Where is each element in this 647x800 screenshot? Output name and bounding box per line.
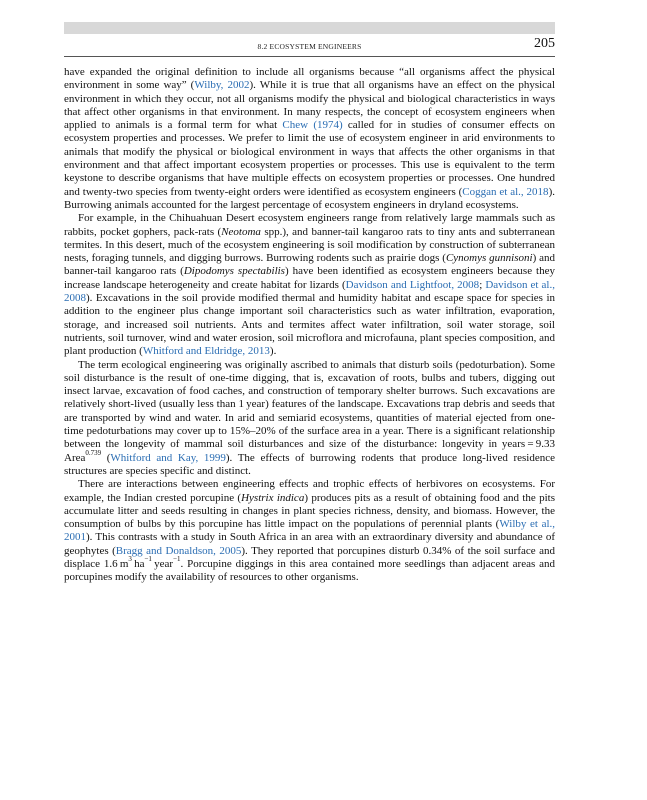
text-run: ) and banner-tail kangaroo rats (	[64, 252, 555, 278]
citation-link[interactable]: Wilby et al., 2001	[64, 518, 556, 544]
text-run: For example, in the Chihuahuan Desert ecosystem engineers range from relatively large mammals such as rabbits, pocket gophers, pack-rats (	[64, 212, 555, 238]
species-name: Hystrix indica	[241, 491, 305, 504]
text-run: ). They reported that porcupines disturb 0.34% of the soil surface and displace 1.6 m	[64, 544, 555, 570]
citation-link[interactable]: Chew (1974)	[282, 119, 343, 132]
text-run: spp.), and banner-tail kangaroo rats to tiny ants and subterranean termites. In this desert, much of the ecosystem engineering is soil modification by construction of subterranean nests, foraging tunnels, and digging burrows. Burrowing rodents such as prairie dogs (	[64, 225, 555, 265]
citation-link[interactable]: Davidson et al., 2008	[64, 278, 555, 305]
species-name: Dipodomys spectabilis	[183, 265, 285, 278]
citation-link[interactable]: Whitford and Eldridge, 2013	[142, 345, 270, 358]
text-run: ). This contrasts with a study in South Africa in an area with an extraordinary diversity and abundance of geophytes (	[64, 531, 555, 557]
running-head: 8.2 ECOSYSTEM ENGINEERS	[257, 42, 362, 51]
paragraph	[64, 212, 555, 358]
text-run: . Porcupine diggings in this area contained more seedlings than adjacent areas and porcupines modify the availability of resources to other organisms.	[64, 557, 555, 584]
species-name: Cynomys gunnisoni	[445, 252, 533, 265]
superscript: 0.739	[85, 448, 102, 457]
body-text	[64, 66, 555, 585]
text-run: The term ecological engineering was originally ascribed to animals that disturb soils (pedoturbation). Some soil disturbance is the result of one-time digging, that is, excavation of roots, bulbs and tubers, digging out insect larvae, excavation of food caches, and construction of temporary shelter burrows. Such excavations are relatively short-lived (usually less than 1 year) features of the landscape. Excavations trap debris and seeds that are transported by wind and water. In arid and semiarid ecosystems, quantities of material ejected from one-time pedoturbations may cover up to 15%–20% of the surface area in a year. There is a significant relationship between the longevity of mammal soil disturbances and size of the disturbance: longevity in years = 9.33 Area	[64, 358, 555, 464]
text-run: ;	[479, 278, 486, 291]
text-run: ). Burrowing animals accounted for the largest percentage of ecosystem engineers in dryland ecosystems.	[64, 185, 555, 211]
text-run: ). The effects of burrowing rodents that produce long-lived residence structures are species specific and distinct.	[64, 451, 555, 477]
paragraph	[64, 478, 555, 584]
page-number: 205	[534, 36, 555, 51]
citation-link[interactable]: Whitford and Kay, 1999	[110, 451, 226, 464]
citation-link[interactable]: Coggan et al., 2018	[462, 185, 549, 198]
citation-link[interactable]: Davidson and Lightfoot, 2008	[345, 278, 480, 291]
citation-link[interactable]: Wilby, 2002	[194, 79, 250, 92]
paragraph	[64, 359, 555, 479]
text-run: ) have been identified as ecosystem engineers because they increase landscape heterogeneity and create habitat for lizards (	[64, 265, 555, 291]
text-run: There are interactions between engineering effects and trophic effects of herbivores on ecosystems. For example, the Indian crested porcupine (	[64, 478, 555, 504]
species-name: Neotoma	[221, 225, 261, 238]
superscript: −1	[144, 555, 152, 564]
text-run: year	[151, 557, 174, 570]
superscript: 3	[128, 555, 132, 564]
text-run: have expanded the original definition to include all organisms because “all organisms affect the physical environment in some way” (	[64, 66, 555, 92]
page-header	[64, 36, 555, 57]
text-run: ) produces pits as a result of obtaining food and the pits accumulate litter and seeds resulting in changes in plant species richness, density, and biomass. However, the consumption of bulbs by this porcupine has little impact on the populations of perennial plants (	[64, 491, 555, 531]
text-run: (	[101, 451, 111, 464]
citation-link[interactable]: Bragg and Donaldson, 2005	[115, 544, 242, 557]
paragraph	[64, 66, 555, 212]
text-run: called for in studies of consumer effects on ecosystem properties and processes. We prefer to limit the use of ecosystem engineer in arid environments to animals that modify the physical or biological environment in ways that affects the other organisms in that environment and that affect important ecosystem properties or processes. This use is equivalent to the term keystone to describe organisms that have multiple effects on ecosystem properties or processes. One hundred and twenty-two species from twenty-eight orders were identified as ecosystem engineers (	[64, 119, 555, 198]
text-run: ).	[269, 345, 277, 358]
text-run: ). Excavations in the soil provide modified thermal and humidity habitat and escape space for species in addition to the engineer plus change important soil characteristics such as water infiltration, evaporation, storage, and increased soil nutrients. Ants and termites affect water infiltration, soil water storage, soil nutrients, soil turnover, wind and water erosion, soil microflora and microfauna, plant species composition, and plant production (	[64, 292, 555, 358]
text-run: ). While it is true that all organisms have an effect on the physical environment in which they occur, not all organisms modify the physical and biological characteristics in ways that affect other organisms in that environment. In many respects, the concept of ecosystem engineers when applied to animals is a formal term for what	[64, 79, 555, 132]
text-run: ha	[131, 557, 145, 570]
superscript: −1	[173, 555, 181, 564]
header-bar	[64, 22, 555, 34]
